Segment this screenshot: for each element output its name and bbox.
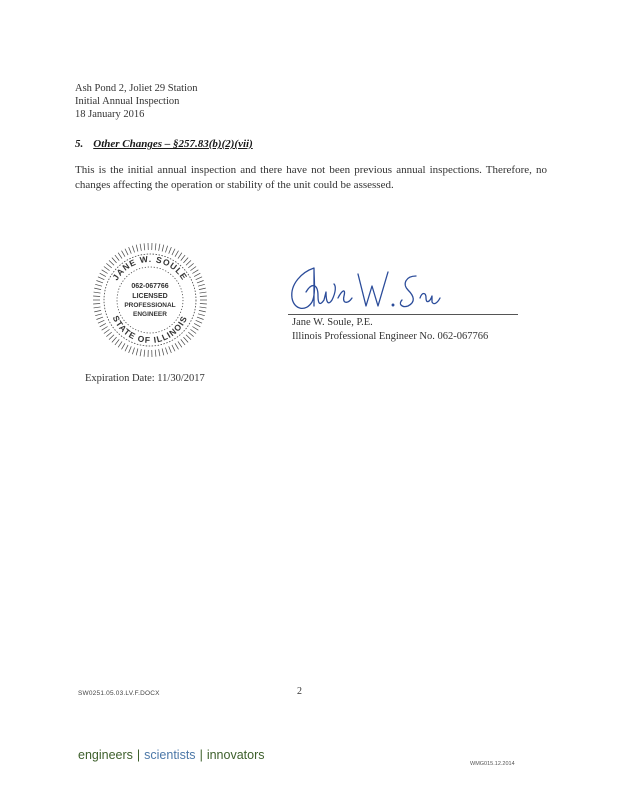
seal-tick bbox=[196, 320, 202, 323]
seal-tick bbox=[155, 350, 156, 357]
seal-tick bbox=[162, 245, 164, 252]
seal-tick bbox=[106, 332, 111, 337]
seal-tick bbox=[132, 348, 134, 355]
seal-tick bbox=[112, 337, 117, 342]
seal-tick bbox=[197, 281, 204, 283]
footer-document-id: SW0251.05.03.LV.F.DOCX bbox=[78, 690, 160, 697]
expiration-date: Expiration Date: 11/30/2017 bbox=[85, 373, 205, 384]
seal-tick bbox=[159, 349, 160, 356]
seal-tick bbox=[115, 255, 119, 261]
header-report-type: Initial Annual Inspection bbox=[75, 96, 180, 107]
seal-tick bbox=[199, 310, 206, 311]
document-header bbox=[75, 82, 198, 121]
seal-tick bbox=[140, 244, 141, 251]
seal-tick bbox=[165, 246, 167, 253]
signer-name: Jane W. Soule, P.E. bbox=[292, 317, 373, 328]
seal-tick bbox=[136, 245, 138, 252]
seal-tick bbox=[200, 292, 207, 293]
seal-tick bbox=[190, 267, 196, 271]
seal-top-text: JANE W. SOULE bbox=[110, 253, 190, 283]
seal-tick bbox=[175, 343, 179, 349]
seal-tick bbox=[100, 273, 106, 276]
seal-tick bbox=[194, 323, 200, 326]
seal-tick bbox=[104, 267, 110, 271]
seal-tick bbox=[94, 310, 101, 311]
seal-tick bbox=[136, 349, 138, 356]
seal-tick bbox=[109, 335, 114, 340]
seal-tick bbox=[96, 281, 103, 283]
seal-tick bbox=[104, 329, 110, 333]
page-number: 2 bbox=[297, 686, 302, 697]
seal-tick bbox=[188, 332, 193, 337]
seal-tick bbox=[200, 307, 207, 308]
seal-tick bbox=[140, 349, 141, 356]
seal-tick bbox=[192, 270, 198, 274]
seal-tick bbox=[94, 292, 101, 293]
seal-tick bbox=[144, 243, 145, 250]
seal-tick bbox=[198, 314, 205, 316]
seal-tick bbox=[186, 260, 191, 265]
seal-tick bbox=[118, 253, 122, 259]
section-number: 5. bbox=[75, 138, 84, 150]
seal-tick bbox=[106, 263, 111, 268]
seal-tick bbox=[178, 253, 182, 259]
seal-tick bbox=[197, 317, 204, 319]
seal-tick bbox=[194, 273, 200, 276]
seal-tick bbox=[155, 243, 156, 250]
section-heading bbox=[75, 138, 253, 150]
seal-tick bbox=[125, 345, 128, 351]
seal-tick bbox=[190, 329, 196, 333]
section-title: Other Changes – §257.83(b)(2)(vii) bbox=[93, 138, 253, 150]
seal-tick bbox=[162, 349, 164, 356]
seal-tick bbox=[192, 327, 198, 331]
seal-tick bbox=[118, 341, 122, 347]
seal-tick bbox=[181, 255, 185, 261]
seal-tick bbox=[196, 277, 202, 280]
seal-line-licensed: LICENSED bbox=[132, 293, 168, 300]
seal-tick bbox=[183, 337, 188, 342]
seal-tick bbox=[199, 288, 206, 289]
seal-tick bbox=[198, 284, 205, 286]
seal-tick bbox=[96, 317, 103, 319]
tagline-scientists: scientists bbox=[144, 748, 196, 762]
section-paragraph: This is the initial annual inspection and there have not been previous annual inspections. Therefore, no changes affecting the operation or stability of the unit could be assessed. bbox=[75, 164, 547, 191]
seal-tick bbox=[94, 288, 101, 289]
seal-tick bbox=[172, 345, 175, 351]
signer-title: Illinois Professional Engineer No. 062-067766 bbox=[292, 331, 489, 342]
seal-tick bbox=[109, 260, 114, 265]
seal-tick bbox=[132, 246, 134, 253]
seal-tick bbox=[188, 263, 193, 268]
seal-tick bbox=[95, 284, 102, 286]
seal-tick bbox=[95, 314, 102, 316]
seal-tick bbox=[115, 339, 119, 345]
header-project: Ash Pond 2, Joliet 29 Station bbox=[75, 83, 198, 94]
seal-tick bbox=[98, 277, 104, 280]
seal-tick bbox=[183, 258, 188, 263]
tagline-separator: | bbox=[136, 748, 141, 762]
seal-tick bbox=[102, 270, 108, 274]
signer-block bbox=[292, 316, 488, 344]
seal-tick bbox=[165, 348, 167, 355]
tagline-separator: | bbox=[199, 748, 203, 762]
seal-tick bbox=[159, 244, 160, 251]
seal-tick bbox=[169, 247, 172, 253]
tagline-engineers: engineers bbox=[78, 748, 133, 762]
seal-tick bbox=[102, 327, 108, 331]
seal-tick bbox=[129, 247, 132, 253]
seal-tick bbox=[181, 339, 185, 345]
seal-tick bbox=[122, 251, 126, 257]
seal-tick bbox=[98, 320, 104, 323]
seal-bottom-text: STATE OF ILLINOIS bbox=[110, 313, 190, 346]
company-tagline bbox=[78, 748, 265, 762]
footer-form-code: WMG015.12.2014 bbox=[470, 761, 515, 767]
seal-tick bbox=[129, 346, 132, 352]
seal-line-engineer: ENGINEER bbox=[133, 311, 167, 318]
seal-license-number: 062-067766 bbox=[131, 283, 169, 290]
seal-tick bbox=[144, 350, 145, 357]
seal-tick bbox=[172, 249, 175, 255]
seal-tick bbox=[125, 249, 128, 255]
seal-tick bbox=[169, 346, 172, 352]
tagline-innovators: innovators bbox=[206, 748, 265, 762]
professional-engineer-seal bbox=[90, 241, 210, 359]
seal-tick bbox=[178, 341, 182, 347]
seal-tick bbox=[186, 335, 191, 340]
seal-tick bbox=[100, 323, 106, 326]
signature-line bbox=[288, 314, 518, 315]
header-date: 18 January 2016 bbox=[75, 109, 145, 120]
seal-tick bbox=[122, 343, 126, 349]
seal-line-professional: PROFESSIONAL bbox=[124, 302, 176, 309]
seal-tick bbox=[112, 258, 117, 263]
seal-tick bbox=[175, 251, 179, 257]
seal-tick bbox=[94, 307, 101, 308]
